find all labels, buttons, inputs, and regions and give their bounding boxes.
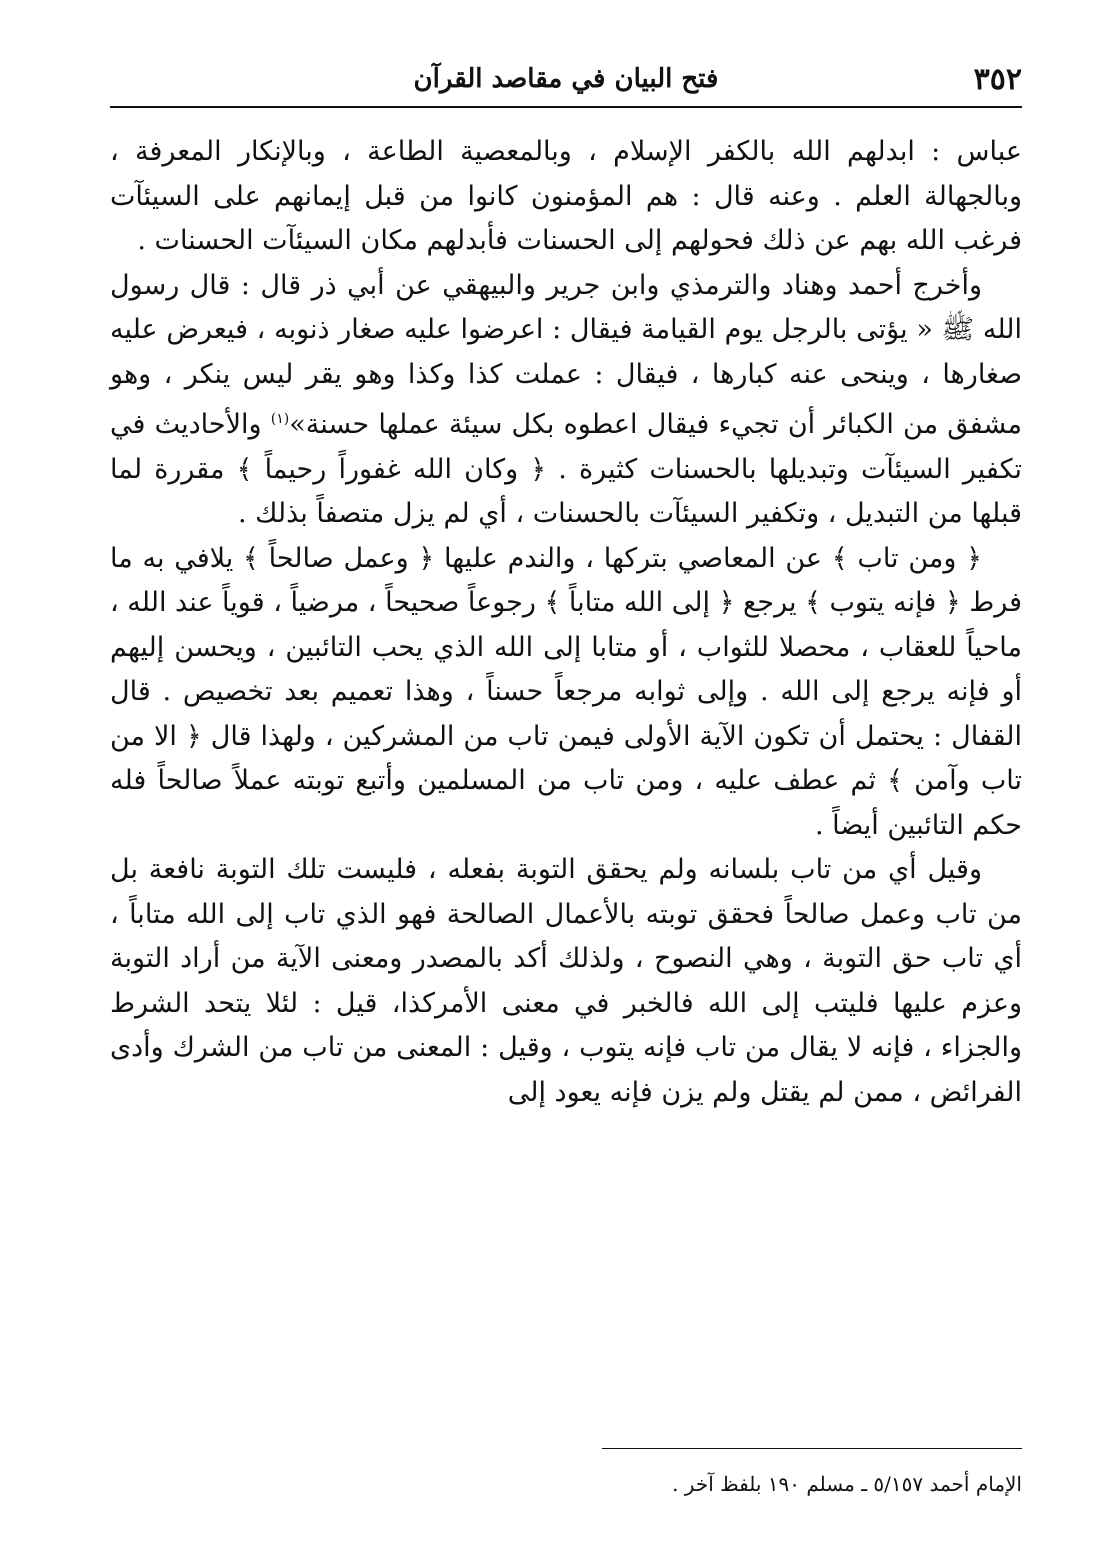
paragraph-text: والأحاديث في تكفير السيئآت وتبديلها بالحسنات كثيرة . ﴿ وكان الله غفوراً رحيماً ﴾ مقررة لما قبلها من التبديل ، وتكفير السيئآت بالحسنات ، أي لم يزل متصفاً بذلك . [110, 409, 1022, 529]
running-title: فتح البيان في مقاصد القرآن [413, 64, 719, 94]
body-text [110, 130, 1022, 1115]
footnote: الإمام أحمد ٥/١٥٧ ـ مسلم ١٩٠ بلفظ آخر . [672, 1472, 1022, 1496]
paragraph [110, 264, 1022, 537]
footnote-marker: (١) [270, 411, 290, 427]
paragraph: ﴿ ومن تاب ﴾ عن المعاصي بتركها ، والندم عليها ﴿ وعمل صالحاً ﴾ يلافي به ما فرط ﴿ فإنه يتوب ﴾ يرجع ﴿ إلى الله متاباً ﴾ رجوعاً صحيحاً ، مرضياً ، قوياً عند الله ، ماحياً للعقاب ، محصلا للثواب ، أو متابا إلى الله الذي يحب التائبين ، ويحسن إليهم أو فإنه يرجع إلى الله . وإلى ثوابه مرجعاً حسناً ، وهذا تعميم بعد تخصيص . قال القفال : يحتمل أن تكون الآية الأولى فيمن تاب من المشركين ، ولهذا قال ﴿ الا من تاب وآمن ﴾ ثم عطف عليه ، ومن تاب من المسلمين وأتبع توبته عملاً صالحاً فله حكم التائبين أيضاً . [110, 542, 1022, 841]
page-header [110, 60, 1022, 108]
footnote-divider [602, 1448, 1022, 1449]
paragraph-text: وأخرج أحمد وهناد والترمذي وابن جرير والبيهقي عن أبي ذر قال : قال رسول الله ﷺ « يؤتى بالرجل يوم القيامة فيقال : اعرضوا عليه صغار ذنوبه ، فيعرض عليه صغارها ، وينحى عنه كبارها ، فيقال : عملت كذا وكذا وهو يقر ليس ينكر ، وهو مشفق من الكبائر أن تجيء فيقال اعطوه بكل سيئة عملها حسنة» [110, 269, 1023, 440]
page-number: ٣٥٢ [973, 62, 1022, 97]
paragraph: عباس : ابدلهم الله بالكفر الإسلام ، وبالمعصية الطاعة ، وبالإنكار المعرفة ، وبالجهالة العلم . وعنه قال : هم المؤمنون كانوا من قبل إيمانهم على السيئآت فرغب الله بهم عن ذلك فحولهم إلى الحسنات فأبدلهم مكان السيئآت الحسنات . [110, 136, 1022, 256]
paragraph: وقيل أي من تاب بلسانه ولم يحقق التوبة بفعله ، فليست تلك التوبة نافعة بل من تاب وعمل صالحاً فحقق توبته بالأعمال الصالحة فهو الذي تاب إلى الله متاباً ، أي تاب حق التوبة ، وهي النصوح ، ولذلك أكد بالمصدر ومعنى الآية من أراد التوبة وعزم عليها فليتب إلى الله فالخبر في معنى الأمركذا، قيل : لئلا يتحد الشرط والجزاء ، فإنه لا يقال من تاب فإنه يتوب ، وقيل : المعنى من تاب من الشرك وأدى الفرائض ، ممن لم يقتل ولم يزن فإنه يعود إلى [110, 854, 1022, 1108]
